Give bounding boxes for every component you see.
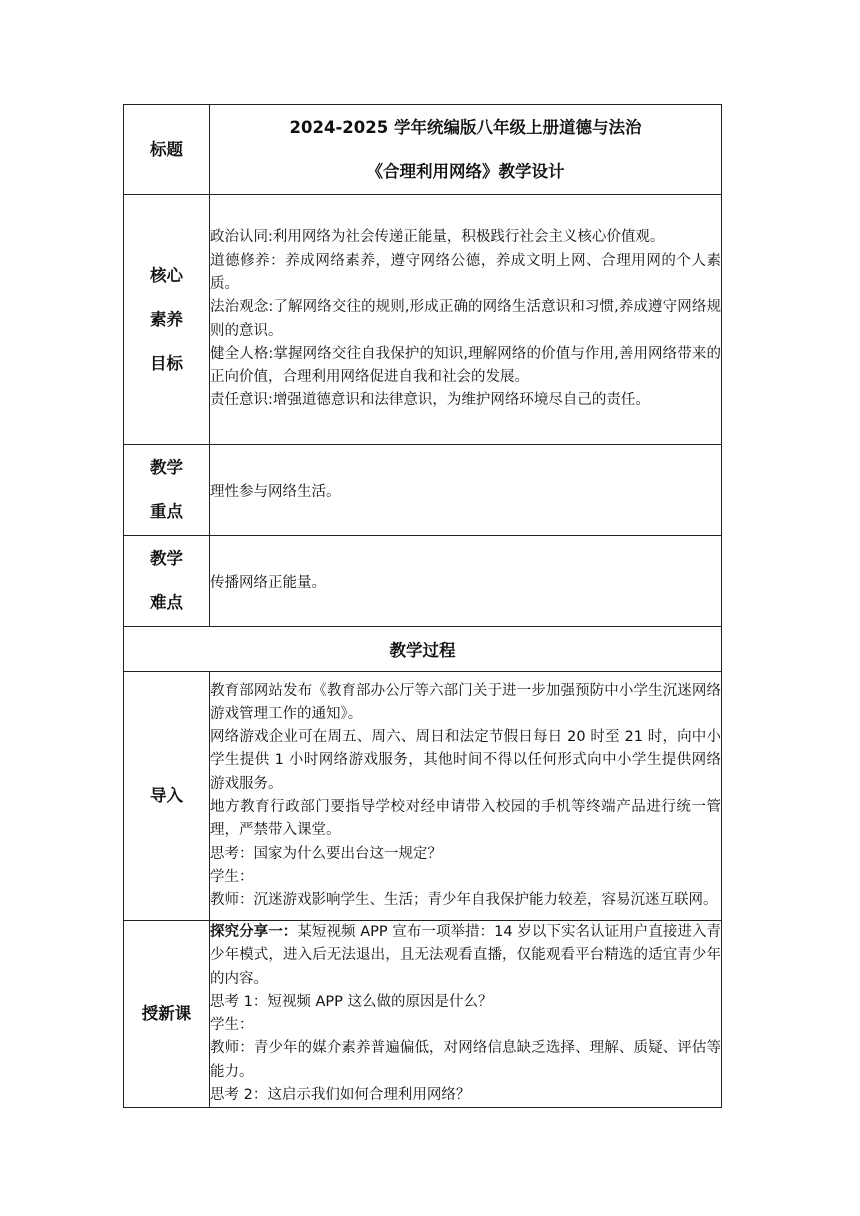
lesson-question-2: 思考 2：这启示我们如何合理利用网络？ [210, 1087, 471, 1104]
core-goals-label-line: 核心 [150, 265, 183, 285]
intro-paragraph: 地方教育行政部门要指导学校对经申请带入校园的手机等终端产品进行统一管理，严禁带入课堂。 [210, 799, 721, 839]
goal-political: 政治认同:利用网络为社会传递正能量，积极践行社会主义核心价值观。 [210, 229, 665, 246]
difficulty-label-line: 难点 [150, 593, 183, 612]
new-lesson-label-text: 授新课 [141, 1004, 192, 1024]
key-point-label [124, 445, 210, 536]
difficulty-row [124, 536, 722, 627]
goal-moral: 道德修养：养成网络素养，遵守网络公德，养成文明上网、合理用网的个人素质。 [210, 252, 721, 292]
explore-share-text: 某短视频 APP 宣布一项举措：14 岁以下实名认证用户直接进入青少年模式，进入后无法退出，且无法观看直播，仅能观看平台精选的适宜青少年的内容。 [210, 924, 722, 987]
intro-teacher: 教师：沉迷游戏影响学生、生活；青少年自我保护能力较差，容易沉迷互联网。 [210, 892, 718, 909]
process-header: 教学过程 [124, 627, 722, 672]
difficulty-label [124, 536, 210, 627]
intro-row [124, 672, 722, 921]
new-lesson-row [124, 921, 722, 1108]
difficulty-label-line: 教学 [150, 549, 183, 568]
key-point-text: 理性参与网络生活。 [210, 445, 722, 536]
intro-paragraph: 教育部网站发布《教育部办公厅等六部门关于进一步加强预防中小学生沉迷网络游戏管理工作的通知》。 [210, 682, 721, 722]
title-cell [210, 105, 722, 195]
difficulty-text: 传播网络正能量。 [210, 536, 722, 627]
title-label [124, 105, 210, 195]
lesson-plan-table [123, 104, 722, 1108]
core-goals-label-line: 素养 [150, 309, 183, 329]
explore-share-paragraph [210, 921, 721, 991]
intro-student: 学生： [210, 868, 254, 885]
title-line-1: 2024-2025 学年统编版八年级上册道德与法治 [289, 117, 642, 137]
goal-responsibility: 责任意识:增强道德意识和法律意识，为维护网络环境尽自己的责任。 [210, 392, 650, 409]
core-goals-label [124, 195, 210, 445]
core-goals-content [210, 195, 722, 445]
key-point-label-line: 重点 [150, 502, 183, 521]
title-line-2: 《合理利用网络》教学设计 [366, 161, 565, 181]
intro-paragraph: 网络游戏企业可在周五、周六、周日和法定节假日每日 20 时至 21 时，向中小学生提供 1 小时网络游戏服务，其他时间不得以任何形式向中小学生提供网络游戏服务。 [210, 729, 721, 792]
explore-share-heading: 探究分享一： [210, 924, 298, 940]
intro-question: 思考：国家为什么要出台这一规定？ [210, 845, 442, 862]
lesson-student: 学生： [210, 1017, 254, 1034]
lesson-teacher: 教师：青少年的媒介素养普遍偏低，对网络信息缺乏选择、理解、质疑、评估等能力。 [210, 1040, 721, 1080]
key-point-row [124, 445, 722, 536]
core-goals-label-line: 目标 [150, 353, 183, 373]
lesson-question-1: 思考 1：短视频 APP 这么做的原因是什么？ [210, 993, 493, 1010]
key-point-label-line: 教学 [150, 458, 183, 477]
intro-content [210, 672, 722, 921]
core-goals-row [124, 195, 722, 445]
goal-personality: 健全人格:掌握网络交往自我保护的知识,理解网络的价值与作用,善用网络带来的正向价值，合理利用网络促进自我和社会的发展。 [210, 345, 721, 386]
intro-label [124, 672, 210, 921]
new-lesson-content [210, 921, 722, 1108]
title-row [124, 105, 722, 195]
goal-law: 法治观念:了解网络交往的规则,形成正确的网络生活意识和习惯,养成遵守网络规则的意识。 [210, 299, 721, 339]
intro-label-text: 导入 [150, 786, 183, 805]
process-header-row [124, 627, 722, 672]
title-label-text: 标题 [150, 139, 183, 159]
new-lesson-label [124, 921, 210, 1108]
